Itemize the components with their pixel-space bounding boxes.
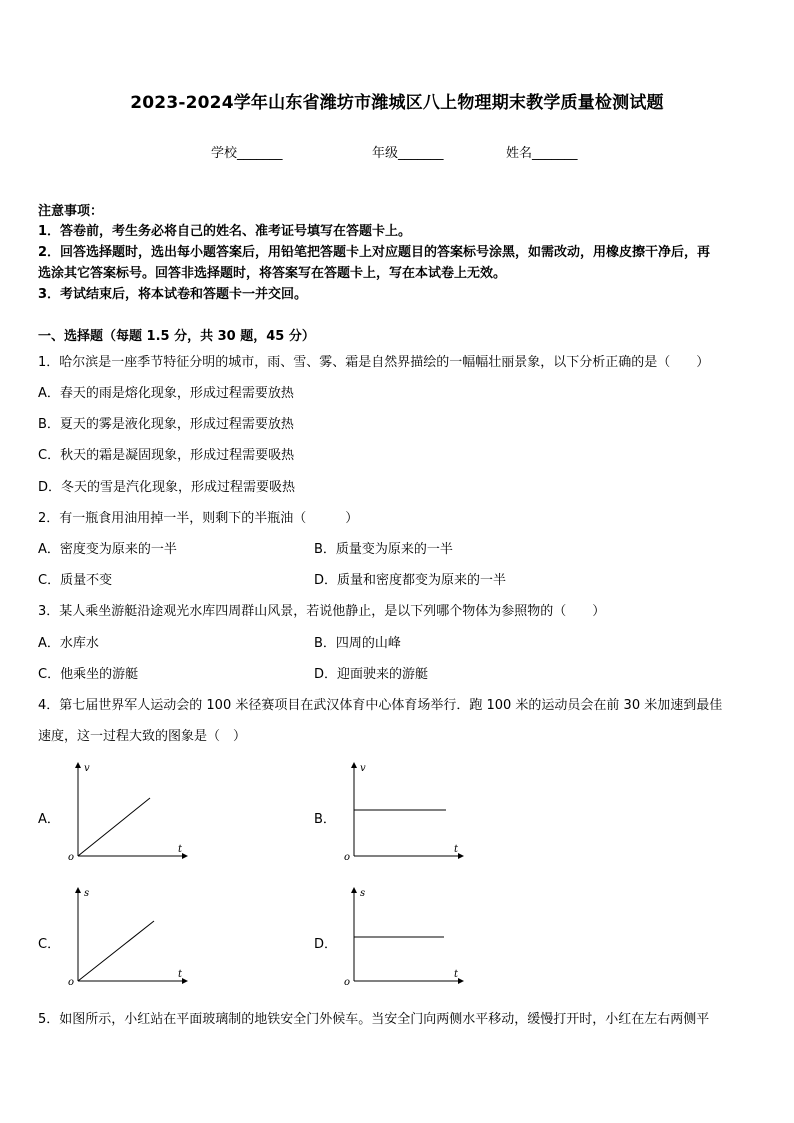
note-item: 选涂其它答案标号。回答非选择题时，将答案写在答题卡上，写在本试卷上无效。 (38, 266, 507, 281)
name-field: 姓名_______ (506, 146, 578, 161)
graph-d-origin: o (344, 977, 351, 988)
question-4-option-a-label: A． (38, 812, 60, 827)
question-4-option-d-label: D． (314, 937, 338, 952)
question-4-option-b-label: B． (314, 812, 336, 827)
graph-b-x-label: t (454, 844, 459, 855)
page-title: 2023-2024学年山东省潍坊市潍城区八上物理期末教学质量检测试题 (130, 93, 664, 113)
graph-d-y-label: s (360, 888, 366, 899)
note-item: 3．考试结束后，将本试卷和答题卡一并交回。 (38, 287, 308, 302)
question-2-option-b: B．质量变为原来的一半 (314, 542, 453, 557)
graph-b-origin: o (344, 852, 351, 863)
note-item: 2．回答选择题时，选出每小题答案后，用铅笔把答题卡上对应题目的答案标号涂黑，如需改动，用橡皮擦干净后，再 (38, 245, 711, 260)
graph-a-y-label: v (84, 763, 90, 774)
question-1-option-a: A．春天的雨是熔化现象，形成过程需要放热 (38, 386, 294, 401)
question-5-stem: 5．如图所示，小红站在平面玻璃制的地铁安全门外候车。当安全门向两侧水平移动，缓慢打开时，小红在左右两侧平 (38, 1012, 710, 1027)
question-3-option-a: A．水库水 (38, 636, 99, 651)
graph-b-y-label: v (360, 763, 366, 774)
question-2-option-a: A．密度变为原来的一半 (38, 542, 177, 557)
question-2-option-c: C．质量不变 (38, 573, 113, 588)
school-field: 学校_______ (211, 146, 283, 161)
graph-a-velocity-increasing (64, 760, 194, 865)
question-1-option-b: B．夏天的雾是液化现象，形成过程需要放热 (38, 417, 294, 432)
question-4-stem-line1: 4．第七届世界军人运动会的 100 米径赛项目在武汉体育中心体育场举行．跑 100 米的运动员会在前 30 米加速到最佳 (38, 698, 723, 713)
graph-c-distance-increasing (64, 885, 194, 990)
question-1-stem: 1．哈尔滨是一座季节特征分明的城市，雨、雪、雾、霜是自然界描绘的一幅幅壮丽景象，以下分析正确的是（ ） (38, 355, 710, 370)
question-2-option-d: D．质量和密度都变为原来的一半 (314, 573, 507, 588)
question-3-stem: 3．某人乘坐游艇沿途观光水库四周群山风景，若说他静止，是以下列哪个物体为参照物的（ ） (38, 604, 606, 619)
graph-b-velocity-constant (340, 760, 470, 865)
graph-c-x-label: t (178, 969, 183, 980)
question-4-option-c-label: C． (38, 937, 61, 952)
question-1-option-d: D．冬天的雪是汽化现象，形成过程需要吸热 (38, 480, 296, 495)
note-item: 1．答卷前，考生务必将自己的姓名、准考证号填写在答题卡上。 (38, 224, 412, 239)
graph-c-origin: o (68, 977, 75, 988)
graph-a-x-label: t (178, 844, 183, 855)
graph-c-y-label: s (84, 888, 90, 899)
question-3-option-b: B．四周的山峰 (314, 636, 401, 651)
notes-heading: 注意事项： (38, 204, 104, 219)
question-1-option-c: C．秋天的霜是凝固现象，形成过程需要吸热 (38, 448, 295, 463)
question-4-stem-line2: 速度，这一过程大致的图象是（ ） (38, 729, 247, 744)
question-3-option-d: D．迎面驶来的游艇 (314, 667, 429, 682)
section-heading: 一、选择题（每题 1.5 分，共 30 题，45 分） (38, 329, 315, 344)
graph-d-distance-constant (340, 885, 470, 990)
question-2-stem: 2．有一瓶食用油用掉一半，则剩下的半瓶油（ ） (38, 511, 359, 526)
graph-a-origin: o (68, 852, 75, 863)
question-3-option-c: C．他乘坐的游艇 (38, 667, 139, 682)
grade-field: 年级_______ (372, 146, 444, 161)
graph-d-x-label: t (454, 969, 459, 980)
